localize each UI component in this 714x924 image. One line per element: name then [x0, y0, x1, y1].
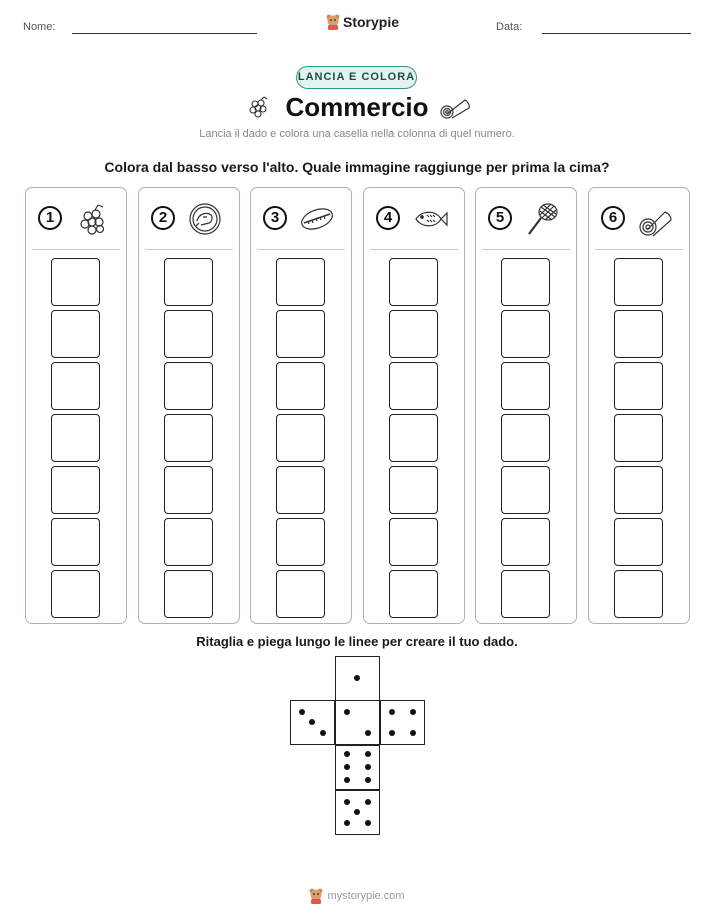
column-number: 6 — [601, 206, 625, 230]
activity-badge: LANCIA E COLORA — [296, 66, 417, 89]
column-1 — [25, 187, 127, 624]
column-number: 4 — [376, 206, 400, 230]
die-pip — [354, 675, 360, 681]
die-pip — [389, 730, 395, 736]
die-pip — [299, 709, 305, 715]
color-box[interactable] — [51, 518, 100, 566]
column-divider — [595, 249, 683, 250]
column-number: 5 — [488, 206, 512, 230]
color-box[interactable] — [614, 570, 663, 618]
die-face — [335, 656, 380, 701]
berries-icon — [74, 201, 110, 237]
color-box[interactable] — [164, 466, 213, 514]
die-face — [335, 700, 380, 745]
color-box[interactable] — [51, 466, 100, 514]
column-5 — [475, 187, 577, 624]
die-pip — [389, 709, 395, 715]
color-box[interactable] — [276, 414, 325, 462]
column-number: 1 — [38, 206, 62, 230]
color-box[interactable] — [389, 258, 438, 306]
color-box[interactable] — [389, 466, 438, 514]
die-pip — [410, 730, 416, 736]
color-box[interactable] — [164, 362, 213, 410]
color-box[interactable] — [51, 570, 100, 618]
die-pip — [344, 820, 350, 826]
column-divider — [482, 249, 570, 250]
die-pip — [344, 709, 350, 715]
column-divider — [145, 249, 233, 250]
column-divider — [370, 249, 458, 250]
color-box[interactable] — [276, 310, 325, 358]
column-4 — [363, 187, 465, 624]
color-box[interactable] — [501, 570, 550, 618]
color-box[interactable] — [164, 570, 213, 618]
color-box[interactable] — [164, 414, 213, 462]
color-box[interactable] — [389, 362, 438, 410]
color-box[interactable] — [614, 518, 663, 566]
page-subtitle: Lancia il dado e colora una casella nella colonna di quel numero. — [199, 128, 515, 140]
die-pip — [344, 799, 350, 805]
brand-name: Storypie — [343, 14, 400, 30]
date-label: Data: — [496, 21, 523, 33]
color-box[interactable] — [501, 258, 550, 306]
color-box[interactable] — [51, 258, 100, 306]
color-box[interactable] — [501, 518, 550, 566]
color-box[interactable] — [389, 518, 438, 566]
color-box[interactable] — [276, 518, 325, 566]
die-pip — [354, 809, 360, 815]
color-box[interactable] — [501, 362, 550, 410]
column-3 — [250, 187, 352, 624]
coloring-instruction: Colora dal basso verso l'alto. Quale immagine raggiunge per prima la cima? — [104, 159, 610, 175]
die-face — [290, 700, 335, 745]
column-divider — [257, 249, 345, 250]
color-box[interactable] — [501, 414, 550, 462]
color-box[interactable] — [501, 310, 550, 358]
color-box[interactable] — [389, 570, 438, 618]
fish-icon — [412, 201, 448, 237]
fishing-net-icon — [524, 201, 560, 237]
bear-mascot-icon — [326, 14, 340, 30]
name-line[interactable] — [72, 33, 257, 34]
bear-mascot-icon — [309, 888, 323, 904]
color-box[interactable] — [614, 414, 663, 462]
color-box[interactable] — [164, 258, 213, 306]
column-divider — [32, 249, 120, 250]
color-box[interactable] — [164, 518, 213, 566]
die-pip — [365, 799, 371, 805]
color-box[interactable] — [51, 362, 100, 410]
die-pip — [344, 764, 350, 770]
die-pip — [365, 730, 371, 736]
footer-url: mystorypie.com — [327, 890, 405, 902]
column-2 — [138, 187, 240, 624]
dice-instruction: Ritaglia e piega lungo le linee per creare il tuo dado. — [196, 634, 518, 649]
cowrie-shell-icon — [299, 201, 335, 237]
color-box[interactable] — [389, 310, 438, 358]
column-number: 2 — [151, 206, 175, 230]
name-label: Nome: — [23, 21, 56, 33]
color-box[interactable] — [614, 466, 663, 514]
die-pip — [365, 820, 371, 826]
color-box[interactable] — [276, 570, 325, 618]
brand-logo — [326, 14, 399, 30]
color-box[interactable] — [164, 310, 213, 358]
color-box[interactable] — [51, 310, 100, 358]
color-box[interactable] — [614, 310, 663, 358]
page-title: Commercio — [285, 92, 429, 122]
die-face — [335, 790, 380, 835]
column-6 — [588, 187, 690, 624]
die-pip — [365, 764, 371, 770]
die-face — [380, 700, 425, 745]
die-pip — [410, 709, 416, 715]
die-pip — [344, 777, 350, 783]
color-box[interactable] — [614, 258, 663, 306]
die-pip — [320, 730, 326, 736]
log-icon — [637, 201, 673, 237]
color-box[interactable] — [389, 414, 438, 462]
die-pip — [344, 751, 350, 757]
die-pip — [365, 777, 371, 783]
color-box[interactable] — [276, 466, 325, 514]
date-line[interactable] — [542, 33, 691, 34]
column-number: 3 — [263, 206, 287, 230]
color-box[interactable] — [614, 362, 663, 410]
die-pip — [365, 751, 371, 757]
die-face — [335, 745, 380, 790]
footer — [0, 888, 714, 904]
color-box[interactable] — [276, 362, 325, 410]
color-box[interactable] — [276, 258, 325, 306]
color-box[interactable] — [501, 466, 550, 514]
coin-icon — [187, 201, 223, 237]
color-box[interactable] — [51, 414, 100, 462]
die-pip — [309, 719, 315, 725]
log-icon — [438, 93, 472, 119]
